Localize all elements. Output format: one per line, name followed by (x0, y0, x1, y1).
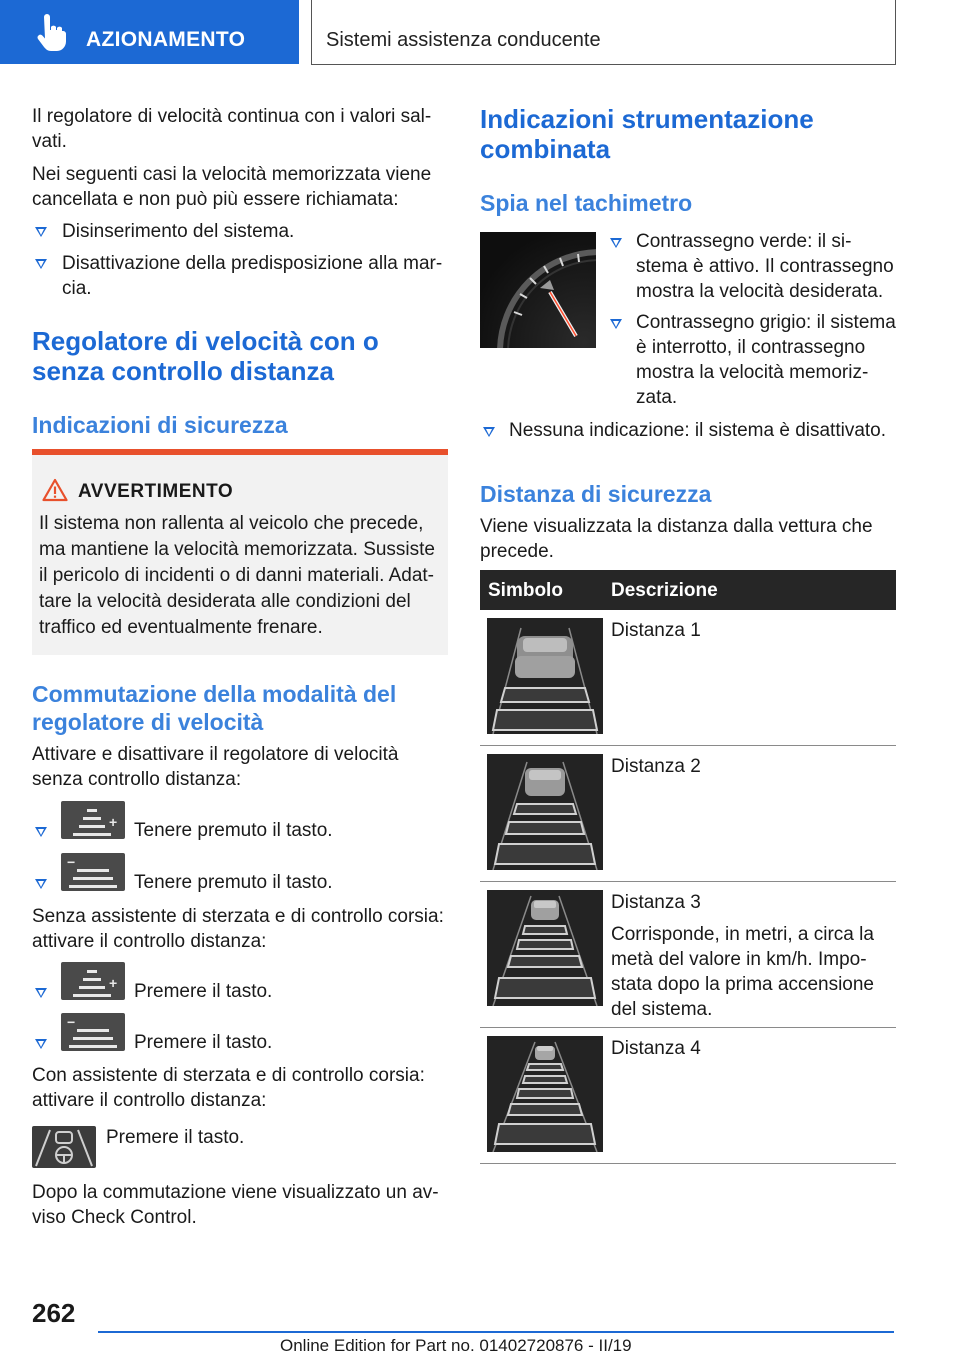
distance-label: Distanza 1 (611, 620, 701, 641)
bullet-triangle-icon (35, 827, 47, 837)
table-header (480, 570, 896, 610)
distance-label: Distanza 3 (611, 892, 701, 913)
intro-paragraph: Il regolatore di velocità continua con i valori sal- vati. (32, 106, 432, 152)
press-instruction: Premere il tasto. (134, 1032, 273, 1053)
section-title-box (311, 0, 896, 65)
column-header-description: Descrizione (611, 580, 718, 601)
bullet-triangle-icon (483, 427, 495, 437)
distance-label: Distanza 4 (611, 1038, 701, 1059)
bullet-triangle-icon (35, 259, 47, 269)
press-instruction: Premere il tasto. (134, 981, 273, 1002)
cruise-plus-button-icon[interactable]: + (61, 801, 125, 839)
list-item: Disinserimento del sistema. (62, 221, 295, 242)
distance-3-image (487, 890, 603, 1006)
section-heading: Regolatore di velocità con o senza controllo distanza (32, 326, 379, 386)
activate-paragraph: Attivare e disattivare il regolatore di velocità senza controllo distanza: (32, 744, 399, 790)
bullet-triangle-icon (35, 227, 47, 237)
with-assist-paragraph: Con assistente di sterzata e di controllo corsia: attivare il controllo distanza: (32, 1065, 425, 1111)
section-heading: Indicazioni strumentazione combinata (480, 104, 814, 164)
distance-4-image (487, 1036, 603, 1152)
switch-heading: Commutazione della modalità del regolatore di velocità (32, 681, 397, 735)
row-divider (480, 1163, 896, 1164)
row-divider (480, 1027, 896, 1028)
list-item: Contrassegno grigio: il sistema è interrotto, il contrassegno mostra la velocità memoriz- zata. (636, 312, 896, 408)
hand-pointer-icon (34, 14, 66, 52)
list-item: Disattivazione della predisposizione alla mar- cia. (62, 253, 443, 299)
bullet-triangle-icon (35, 879, 47, 889)
hold-instruction: Tenere premuto il tasto. (134, 872, 333, 893)
press-instruction: Premere il tasto. (106, 1127, 245, 1148)
distance-paragraph: Viene visualizzata la distanza dalla vettura che precede. (480, 516, 873, 562)
speedometer-image (480, 232, 596, 348)
warning-text: Il sistema non rallenta al veicolo che precede, ma mantiene la velocità memorizzata. Sussiste il pericolo di incidenti o di danni materiali. Adat- tare la velocità desiderata alle condizioni del traffico ed eventualmente frenare. (39, 513, 435, 638)
footer-rule (98, 1331, 894, 1333)
page-number: 262 (32, 1298, 76, 1328)
bullet-triangle-icon (35, 1039, 47, 1049)
distance-1-image (487, 618, 603, 734)
warning-title: AVVERTIMENTO (78, 481, 234, 502)
row-divider (480, 745, 896, 746)
chapter-tab[interactable] (0, 0, 299, 64)
edition-text: Online Edition for Part no. 01402720876 - II/19 (280, 1336, 632, 1355)
speedometer-heading: Spia nel tachimetro (480, 190, 693, 216)
steering-assist-button-icon[interactable] (32, 1126, 96, 1168)
bullet-triangle-icon (610, 238, 622, 248)
bullet-triangle-icon (610, 319, 622, 329)
distance-heading: Distanza di sicurezza (480, 481, 712, 507)
check-control-paragraph: Dopo la commutazione viene visualizzato un av- viso Check Control. (32, 1182, 439, 1228)
no-assist-paragraph: Senza assistente di sterzata e di controllo corsia: attivare il controllo distanza: (32, 906, 444, 952)
distance-description: Corrisponde, in metri, a circa la metà del valore in km/h. Impo- stata dopo la prima accensione del sistema. (611, 924, 874, 1020)
cruise-minus-button-icon[interactable]: − (61, 1013, 125, 1051)
warning-triangle-icon (42, 478, 68, 502)
column-header-symbol: Simbolo (488, 580, 563, 601)
section-title: Sistemi assistenza conducente (326, 29, 601, 51)
list-item: Contrassegno verde: il si- stema è attivo. Il contrassegno mostra la velocità desiderata. (636, 231, 894, 302)
cruise-minus-button-icon[interactable]: − (61, 853, 125, 891)
warning-box (32, 449, 448, 655)
row-divider (480, 881, 896, 882)
distance-label: Distanza 2 (611, 756, 701, 777)
hold-instruction: Tenere premuto il tasto. (134, 820, 333, 841)
cruise-plus-button-icon[interactable]: + (61, 962, 125, 1000)
safety-heading: Indicazioni di sicurezza (32, 412, 288, 438)
cancel-paragraph: Nei seguenti casi la velocità memorizzata viene cancellata e non può più essere richiamata: (32, 164, 432, 210)
distance-2-image (487, 754, 603, 870)
bullet-triangle-icon (35, 988, 47, 998)
chapter-tab-label: AZIONAMENTO (86, 28, 246, 51)
list-item: Nessuna indicazione: il sistema è disattivato. (509, 420, 887, 441)
